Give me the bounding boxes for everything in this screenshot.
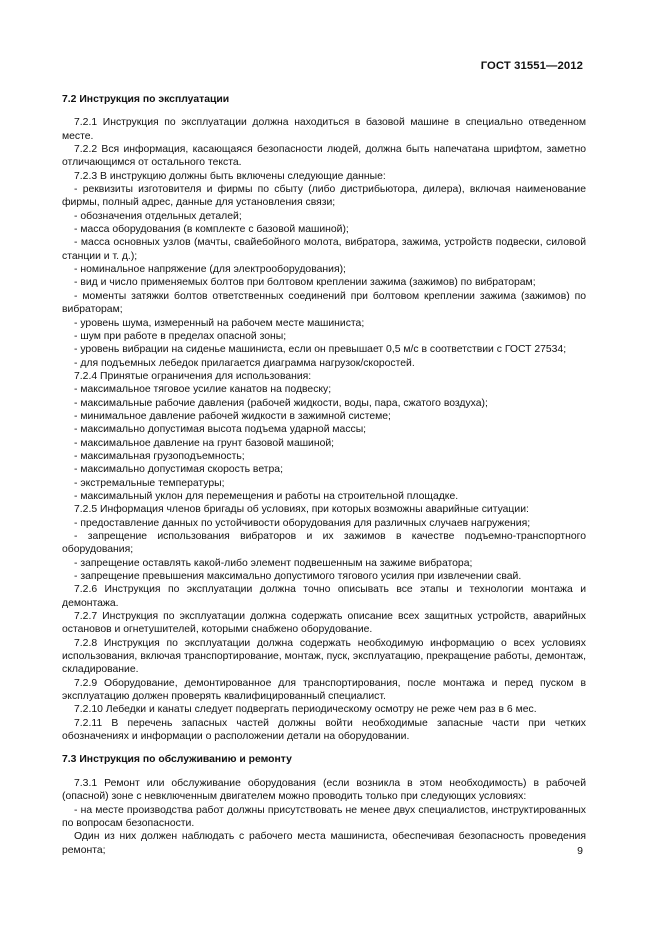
list-item: - максимальная грузоподъемность; [74, 450, 245, 462]
paragraph: Один из них должен наблюдать с рабочего места машиниста, обеспечивая безопасность проведения ремонта; [62, 831, 586, 856]
list-item: - уровень вибрации на сиденье машиниста, если он превышает 0,5 м/с в соответствии с ГОСТ 27534; [74, 344, 567, 356]
paragraph: 7.2.8 Инструкция по эксплуатации должна содержать необходимую информацию о всех условиях использования, включая транспортирование, монтаж, пуск, эксплуатацию, прекращение работы, демонтаж, складирование. [62, 637, 586, 676]
section-7-2-body [62, 116, 586, 743]
paragraph: 7.2.1 Инструкция по эксплуатации должна находиться в базовой машине в специально отведенном месте. [62, 117, 586, 142]
paragraph: 7.2.2 Вся информация, касающаяся безопасности людей, должна быть напечатана шрифтом, заметно отличающимся от остального текста. [62, 144, 586, 169]
list-item: - уровень шума, измеренный на рабочем месте машиниста; [74, 317, 365, 329]
list-item: - экстремальные температуры; [74, 477, 225, 489]
paragraph: 7.2.10 Лебедки и канаты следует подвергать периодическому осмотру не реже чем раз в 6 мес. [74, 704, 537, 716]
list-item: - максимальные рабочие давления (рабочей жидкости, воды, пара, сжатого воздуха); [74, 397, 488, 409]
list-item: - минимальное давление рабочей жидкости в зажимной системе; [74, 410, 391, 422]
section-title-7-2: 7.2 Инструкция по эксплуатации [62, 94, 230, 105]
paragraph: 7.2.4 Принятые ограничения для использования: [74, 370, 312, 382]
paragraph: 7.2.5 Информация членов бригады об условиях, при которых возможны аварийные ситуации: [74, 504, 529, 516]
list-item: - предоставление данных по устойчивости оборудования для различных случаев нагружения; [74, 517, 531, 529]
list-item: - запрещение оставлять какой-либо элемент подвешенным на зажиме вибратора; [74, 557, 473, 569]
paragraph: 7.3.1 Ремонт или обслуживание оборудования (если возникла в этом необходимость) в рабочей (опасной) зоне с невключенным двигателем можно проводить только при следующих условиях: [62, 777, 586, 803]
list-item: - максимально допустимая высота подъема ударной массы; [74, 424, 367, 436]
list-item: - масса основных узлов (мачты, свайебойного молота, вибратора, зажима, устройств подвески, силовой станции и т. д.); [62, 237, 586, 262]
list-item: - номинальное напряжение (для электрооборудования); [74, 264, 346, 276]
list-item: - запрещение использования вибраторов и их зажимов в качестве подъемно-транспортного оборудования; [62, 531, 586, 556]
page-body [62, 86, 586, 857]
paragraph: 7.2.11 В перечень запасных частей должны войти необходимые запасные части при четких обозначениях и информации о расположении детали на оборудовании. [62, 717, 586, 743]
list-item: - шум при работе в пределах опасной зоны; [74, 330, 287, 342]
list-item: - на месте производства работ должны присутствовать не менее двух специалистов, инструктированных по вопросам безопасности. [62, 804, 586, 829]
section-title-7-3: 7.3 Инструкция по обслуживанию и ремонту [62, 753, 292, 765]
list-item: - для подъемных лебедок прилагается диаграмма нагрузок/скоростей. [74, 357, 415, 369]
paragraph: 7.2.6 Инструкция по эксплуатации должна точно описывать все этапы и технологии монтажа и демонтажа. [62, 584, 586, 609]
section-7-3-body [62, 777, 586, 857]
list-item: - запрещение превышения максимально допустимого тягового усилия при извлечении свай. [74, 571, 522, 583]
paragraph: 7.2.7 Инструкция по эксплуатации должна содержать описание всех защитных устройств, аварийных остановов и огнетушителей, которыми снабжено оборудование. [62, 611, 586, 636]
list-item: - максимальное тяговое усилие канатов на подвеску; [74, 384, 332, 396]
paragraph: 7.2.3 В инструкцию должны быть включены следующие данные: [74, 170, 386, 182]
standard-designation: ГОСТ 31551—2012 [480, 60, 583, 72]
list-item: - максимальное давление на грунт базовой машиной; [74, 437, 335, 449]
list-item: - вид и число применяемых болтов при болтовом креплении зажима (зажимов) по вибраторам; [74, 277, 536, 289]
list-item: - обозначения отдельных деталей; [74, 210, 242, 222]
list-item: - масса оборудования (в комплекте с базовой машиной); [74, 224, 349, 236]
list-item: - моменты затяжки болтов ответственных соединений при болтовом креплении зажима (зажимов) по вибраторам; [62, 290, 586, 316]
list-item: - реквизиты изготовителя и фирмы по сбыту (либо дистрибьютора, дилера), включая наименование фирмы, полный адрес, данные для установления связи; [62, 184, 586, 209]
list-item: - максимально допустимая скорость ветра; [74, 464, 283, 476]
list-item: - максимальный уклон для перемещения и работы на строительной площадке. [74, 490, 459, 502]
page-number: 9 [577, 845, 583, 857]
paragraph: 7.2.9 Оборудование, демонтированное для транспортирования, после монтажа и перед пуском в эксплуатацию должен проверять квалифицированный специалист. [62, 677, 586, 703]
